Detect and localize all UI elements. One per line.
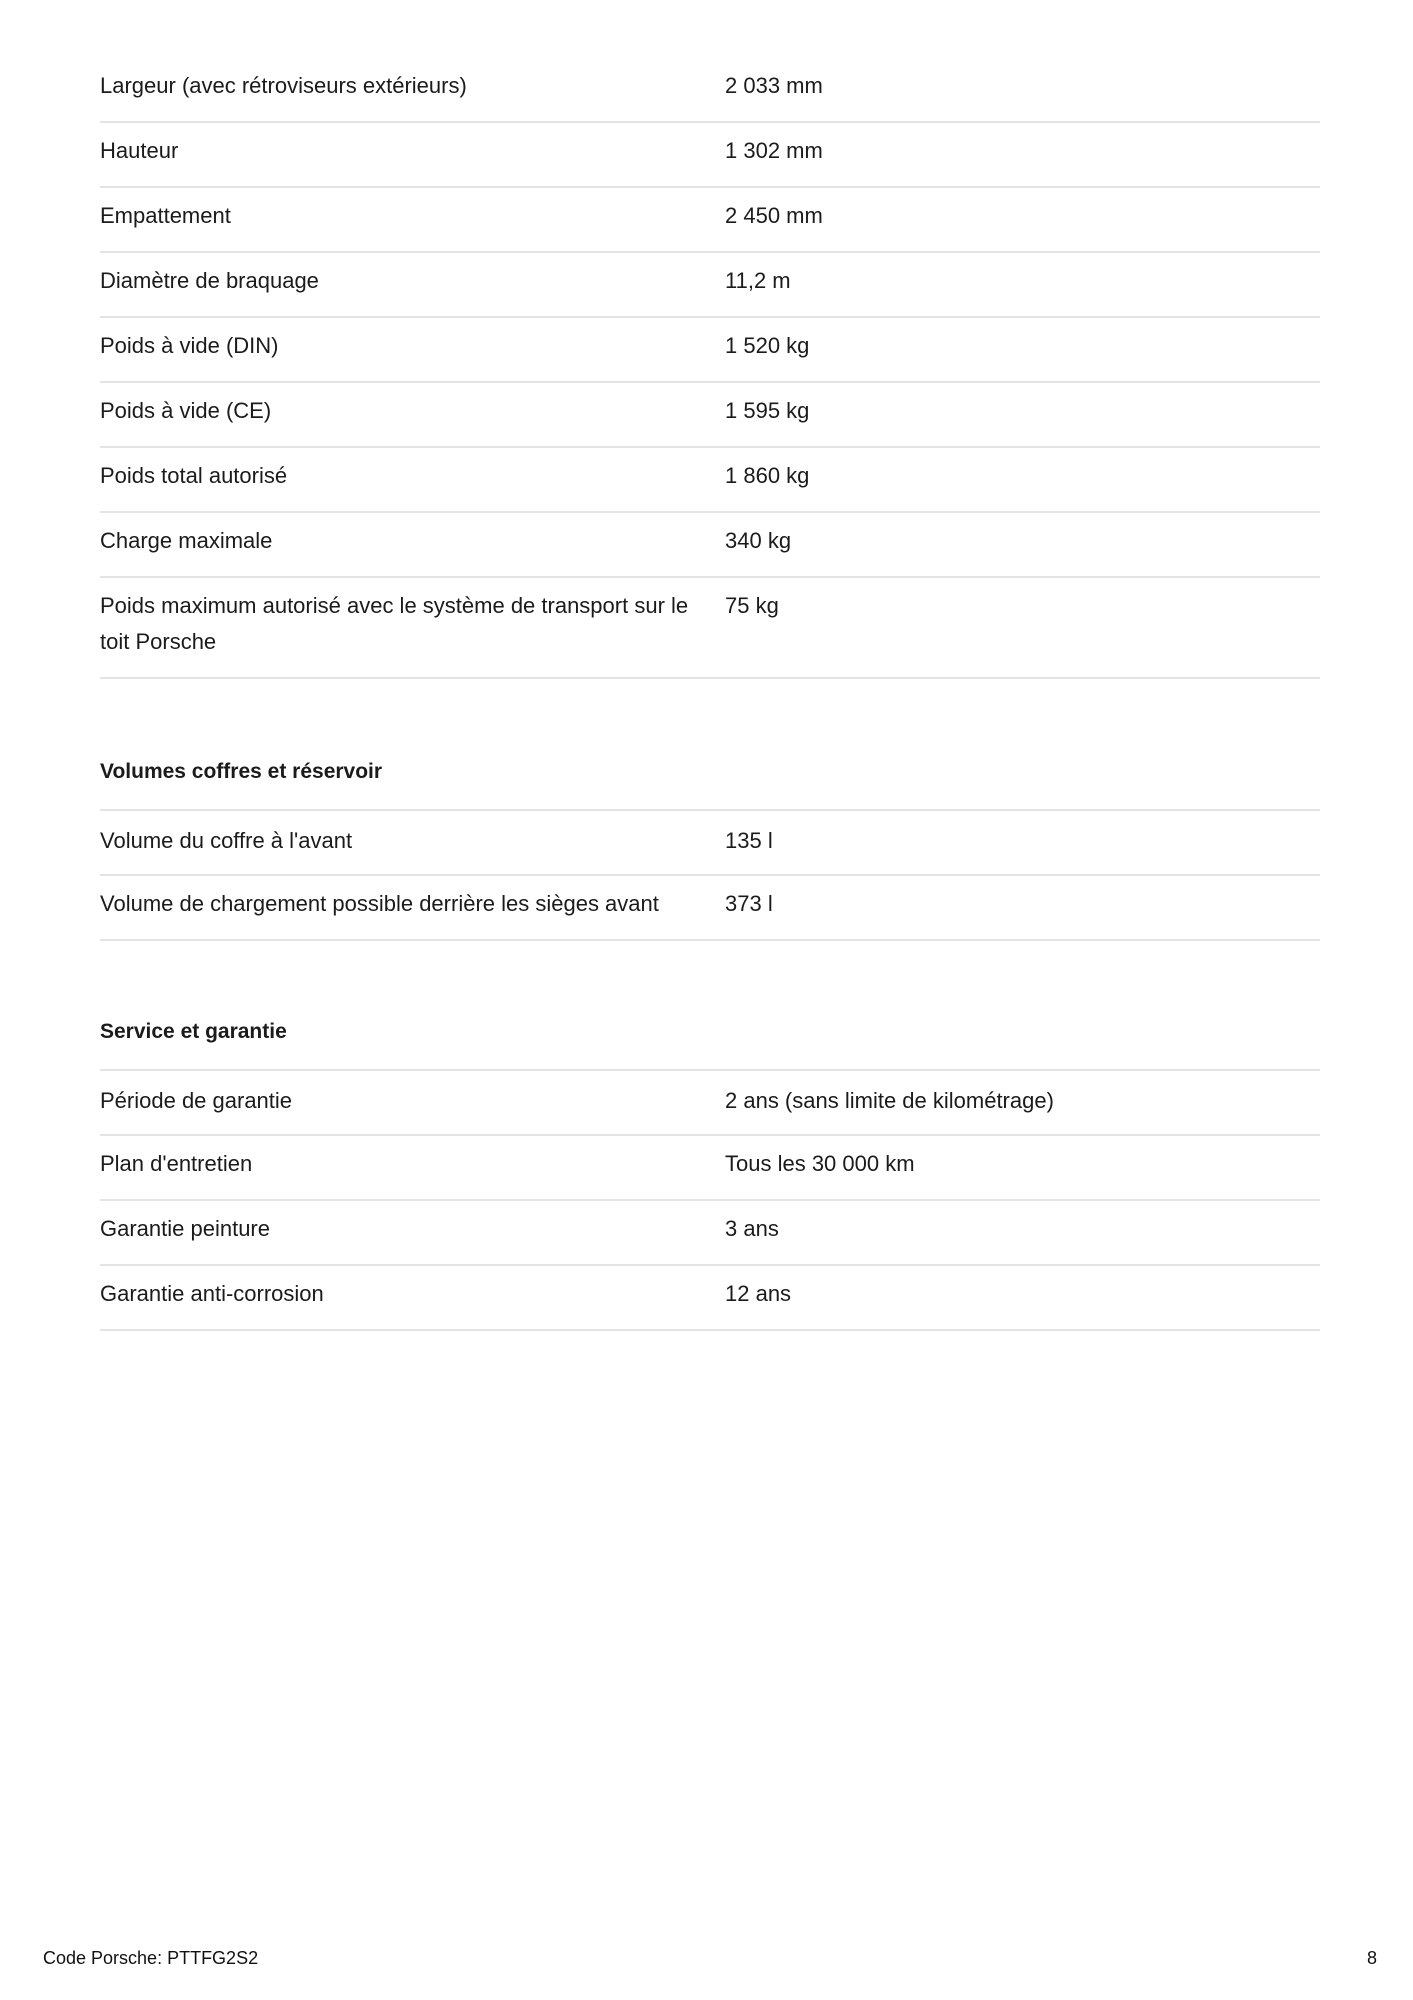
spec-row-largeur	[100, 58, 1320, 123]
spec-row-garantie-peinture	[100, 1201, 1320, 1266]
spec-row-garantie-anticorrosion	[100, 1266, 1320, 1331]
spec-value: 2 450 mm	[725, 203, 823, 228]
spec-row-charge-maximale	[100, 513, 1320, 578]
spec-value: Tous les 30 000 km	[725, 1151, 915, 1176]
spec-label: Période de garantie	[100, 1088, 293, 1113]
spec-value: 2 033 mm	[725, 73, 823, 98]
spec-row-poids-vide-din	[100, 318, 1320, 383]
spec-row-diametre-braquage	[100, 253, 1320, 318]
dimensions-table	[100, 58, 1320, 679]
spec-label: Poids maximum autorisé avec le système de transport sur le toit Porsche	[100, 593, 689, 654]
spec-label: Volume de chargement possible derrière les sièges avant	[100, 891, 659, 916]
spec-value: 12 ans	[725, 1281, 792, 1306]
spec-value: 340 kg	[725, 528, 792, 553]
spec-label: Empattement	[100, 203, 231, 228]
spec-value: 1 520 kg	[725, 333, 810, 358]
spec-row-empattement	[100, 188, 1320, 253]
spec-row-periode-garantie	[100, 1071, 1320, 1136]
spec-row-chargement-arriere	[100, 876, 1320, 941]
spec-label: Poids total autorisé	[100, 463, 288, 488]
spec-value: 2 ans (sans limite de kilométrage)	[725, 1088, 1054, 1113]
spec-row-coffre-avant	[100, 811, 1320, 876]
spec-label: Garantie anti-corrosion	[100, 1281, 324, 1306]
spec-label: Charge maximale	[100, 528, 273, 553]
page-number: 8	[1366, 1948, 1377, 1968]
spec-label: Garantie peinture	[100, 1216, 270, 1241]
section-heading: Volumes coffres et réservoir	[100, 743, 1320, 811]
spec-label: Largeur (avec rétroviseurs extérieurs)	[100, 73, 467, 98]
porsche-code: Code Porsche: PTTFG2S2	[43, 1948, 259, 1968]
service-section	[100, 1003, 1320, 1331]
spec-row-poids-toit	[100, 578, 1320, 679]
spec-value: 1 860 kg	[725, 463, 810, 488]
spec-label: Poids à vide (DIN)	[100, 333, 279, 358]
spec-row-hauteur	[100, 123, 1320, 188]
page-footer	[0, 1948, 1413, 1972]
spec-page	[100, 58, 1320, 1331]
spec-row-poids-vide-ce	[100, 383, 1320, 448]
spec-value: 373 l	[725, 891, 773, 916]
spec-value: 11,2 m	[725, 268, 791, 293]
section-heading: Service et garantie	[100, 1003, 1320, 1071]
spec-label: Hauteur	[100, 138, 179, 163]
spec-row-poids-total	[100, 448, 1320, 513]
spec-label: Plan d'entretien	[100, 1151, 253, 1176]
spec-row-plan-entretien	[100, 1136, 1320, 1201]
volumes-section	[100, 743, 1320, 941]
spec-label: Poids à vide (CE)	[100, 398, 272, 423]
spec-value: 135 l	[725, 828, 773, 853]
spec-value: 1 302 mm	[725, 138, 823, 163]
spec-value: 1 595 kg	[725, 398, 810, 423]
spec-label: Volume du coffre à l'avant	[100, 828, 353, 853]
spec-value: 3 ans	[725, 1216, 779, 1241]
spec-value: 75 kg	[725, 593, 779, 618]
spec-label: Diamètre de braquage	[100, 268, 319, 293]
